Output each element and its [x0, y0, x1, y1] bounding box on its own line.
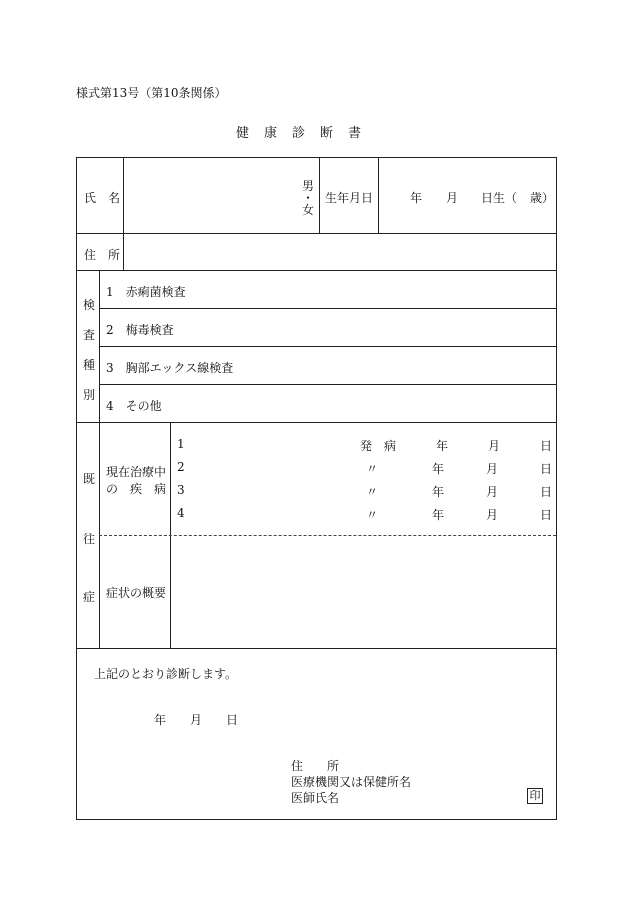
exam-divider-1 — [99, 308, 557, 309]
document-title: 健 康 診 断 書 — [236, 126, 363, 141]
row-divider-exam — [76, 422, 557, 423]
disease-number: 2 — [177, 460, 185, 474]
doctor-name-label: 医師氏名 — [291, 791, 340, 805]
day-label: 日 — [540, 508, 553, 522]
frame-left — [76, 157, 77, 820]
section-label-divider — [99, 270, 100, 649]
ditto-mark: 〃 — [366, 485, 379, 499]
exam-label-char: 別 — [83, 388, 96, 402]
row-divider-address — [76, 270, 557, 271]
exam-label-char: 種 — [83, 358, 96, 372]
name-label-divider — [123, 157, 124, 271]
ditto-mark: 〃 — [366, 462, 379, 476]
day-label: 日 — [540, 462, 553, 476]
frame-right — [556, 157, 557, 820]
exam-divider-2 — [99, 346, 557, 347]
exam-label-char: 検 — [83, 298, 96, 312]
month-label: 月 — [486, 462, 499, 476]
disease-number: 3 — [177, 483, 185, 497]
current-treatment-label: の 疾 病 — [106, 482, 167, 496]
age-label: 歳） — [530, 191, 555, 205]
symptom-summary-label: 症状の概要 — [106, 586, 167, 600]
year-label: 年 — [432, 485, 445, 499]
sex-separator: ・ — [302, 191, 315, 205]
day-label: 日 — [540, 439, 553, 453]
certification-statement: 上記のとおり診断します。 — [94, 667, 238, 681]
frame-top — [76, 157, 557, 158]
frame-bottom — [76, 819, 557, 820]
exam-item: 4 その他 — [106, 399, 162, 413]
history-label-char: 症 — [83, 590, 96, 604]
disease-number: 1 — [177, 437, 185, 451]
year-label: 年 — [436, 439, 449, 453]
seal-mark: 印 — [527, 788, 543, 804]
institution-label: 医療機関又は保健所名 — [291, 775, 412, 789]
form-number: 様式第13号（第10条関係） — [76, 86, 227, 100]
day-label: 日 — [540, 485, 553, 499]
history-label-char: 既 — [83, 472, 96, 486]
month-label: 月 — [488, 439, 501, 453]
month-label: 月 — [486, 508, 499, 522]
sex-male: 男 — [302, 179, 315, 193]
sex-female: 女 — [302, 203, 315, 217]
cert-year-label: 年 — [154, 713, 167, 727]
year-label: 年 — [432, 462, 445, 476]
exam-item: 2 梅毒検査 — [106, 323, 174, 337]
row-divider-history — [76, 648, 557, 649]
birth-day-label: 日生（ — [481, 191, 518, 205]
birth-date-label: 生年月日 — [325, 191, 374, 205]
sex-divider — [319, 157, 320, 234]
cert-day-label: 日 — [226, 713, 239, 727]
exam-label-char: 査 — [83, 328, 96, 342]
birth-divider — [378, 157, 379, 234]
year-label: 年 — [432, 508, 445, 522]
name-label: 氏 名 — [84, 191, 121, 205]
birth-month-label: 月 — [446, 191, 459, 205]
history-label-char: 往 — [83, 532, 96, 546]
history-dashed-divider — [99, 535, 556, 536]
birth-year-label: 年 — [410, 191, 423, 205]
current-treatment-label: 現在治療中 — [106, 465, 167, 479]
ditto-mark: 〃 — [366, 508, 379, 522]
cert-month-label: 月 — [190, 713, 203, 727]
month-label: 月 — [486, 485, 499, 499]
address-label: 住 所 — [84, 248, 121, 262]
exam-item: 3 胸部エックス線検査 — [106, 361, 234, 375]
exam-divider-3 — [99, 384, 557, 385]
onset-label: 発 病 — [360, 439, 397, 453]
row-divider-name — [76, 233, 557, 234]
doctor-address-label: 住 所 — [291, 759, 340, 773]
disease-number: 4 — [177, 506, 185, 520]
exam-item: 1 赤痢菌検査 — [106, 285, 186, 299]
